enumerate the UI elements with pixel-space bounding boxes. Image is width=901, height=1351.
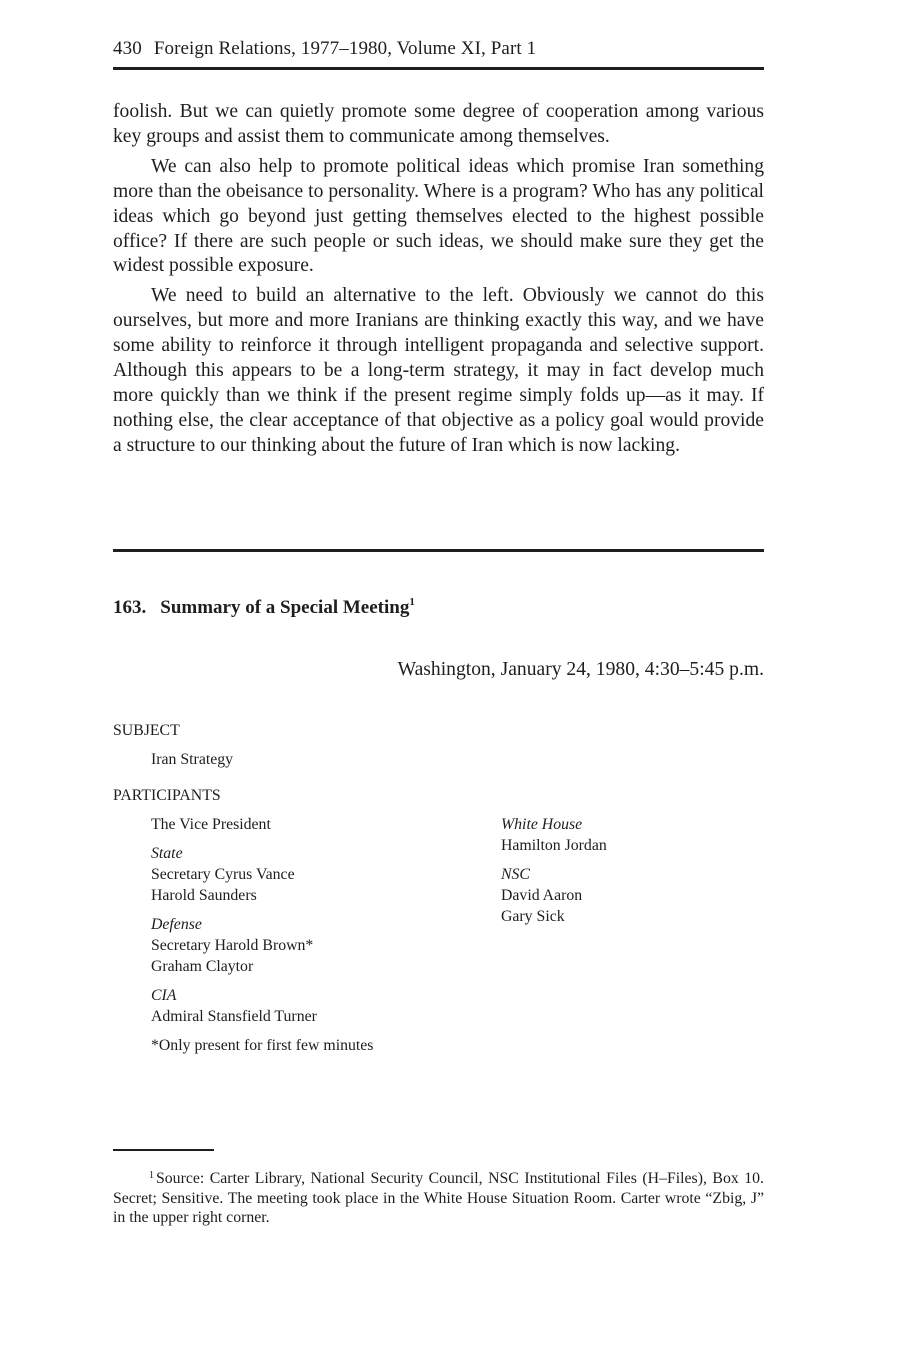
- running-head: [113, 38, 764, 60]
- group-heading-cia: CIA: [151, 987, 177, 1004]
- participant-group-white-house: [501, 814, 764, 856]
- participant-group-nsc: [501, 864, 764, 927]
- participants-left-column: [151, 814, 491, 1056]
- document-heading: [113, 596, 415, 619]
- participant-group-cia: [151, 985, 491, 1027]
- group-heading-nsc: NSC: [501, 866, 530, 883]
- paragraph: We can also help to promote political ideas which promise Iran something more than the obeisance to personality. Where is a program? Who has any political ideas which go beyond just getting themselves elected to the highest possible office? If there are such people or such ideas, we should make sure they get the widest possible exposure.: [113, 155, 764, 277]
- body-text: [113, 100, 764, 464]
- page-number: 430: [113, 38, 142, 59]
- participant-name: Graham Claytor: [151, 958, 254, 975]
- participant-name: Harold Saunders: [151, 887, 257, 904]
- paragraph: foolish. But we can quietly promote some degree of cooperation among various key groups and assist them to communicate among themselves.: [113, 101, 764, 147]
- footnote-text: Source: Carter Library, National Security Council, NSC Institutional Files (H–Files), Box 10. Secret; Sensitive. The meeting took place in the White House Situation Room. Carter wrote “Zbig, J” in the upper right corner.: [113, 1170, 764, 1227]
- participant-note: *Only present for first few minutes: [151, 1037, 374, 1054]
- participant-name: Secretary Harold Brown*: [151, 937, 314, 954]
- document-page: [113, 0, 764, 1351]
- participants-label: PARTICIPANTS: [113, 787, 221, 804]
- paragraph: We need to build an alternative to the left. Obviously we cannot do this ourselves, but more and more Iranians are thinking exactly this way, and we have some ability to reinforce it through intelligent propaganda and selective support. Although this appears to be a long-term strategy, it may in fact develop much more quickly than we think if the present regime simply folds up—as it may. If nothing else, the clear acceptance of that objective as a policy goal would provide a structure to our thinking about the future of Iran which is now lacking.: [113, 285, 764, 456]
- participant-name: Admiral Stansfield Turner: [151, 1008, 317, 1025]
- subject-value: Iran Strategy: [151, 751, 234, 768]
- participant-name: David Aaron: [501, 887, 583, 904]
- document-title: Summary of a Special Meeting: [160, 597, 410, 618]
- footnote-marker: 1: [149, 1170, 154, 1181]
- group-heading-white-house: White House: [501, 816, 583, 833]
- dateline: Washington, January 24, 1980, 4:30–5:45 p.m.: [397, 659, 764, 680]
- participant-group-vice-president: [151, 814, 491, 835]
- footnote-rule: [113, 1149, 214, 1151]
- participant-name: Hamilton Jordan: [501, 837, 607, 854]
- section-divider: [113, 549, 764, 552]
- participant-name: Secretary Cyrus Vance: [151, 866, 295, 883]
- header-rule: [113, 67, 764, 70]
- participant-name: Gary Sick: [501, 908, 565, 925]
- group-heading-defense: Defense: [151, 916, 202, 933]
- document-number: 163.: [113, 597, 147, 618]
- group-heading-state: State: [151, 845, 183, 862]
- participant-group-defense: [151, 914, 491, 977]
- subject-label: SUBJECT: [113, 722, 180, 739]
- volume-title: Foreign Relations, 1977–1980, Volume XI, Part 1: [153, 38, 537, 59]
- footnote-reference: 1: [409, 596, 415, 608]
- participant-group-state: [151, 843, 491, 906]
- participants-right-column: [501, 814, 764, 935]
- participant-name: The Vice President: [151, 816, 271, 833]
- footnote: [113, 1166, 764, 1228]
